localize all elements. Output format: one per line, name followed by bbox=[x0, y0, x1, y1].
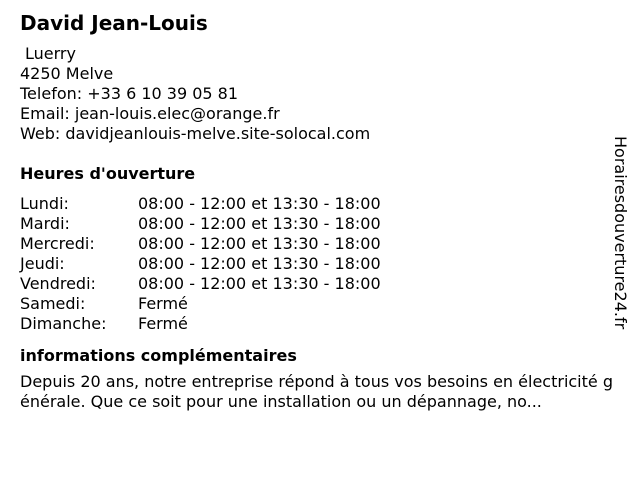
day-label: Mercredi: bbox=[20, 234, 95, 253]
additional-info-text: Depuis 20 ans, notre entreprise répond à tous vos besoins en électricité générale. Que ce soit pour une installation ou un dépannage, no... bbox=[20, 372, 613, 411]
day-label: Lundi: bbox=[20, 194, 69, 213]
additional-info-title: informations complémentaires bbox=[20, 346, 297, 365]
day-label: Samedi: bbox=[20, 294, 86, 313]
day-hours: Fermé bbox=[138, 294, 188, 313]
day-label: Dimanche: bbox=[20, 314, 107, 333]
opening-hours-title: Heures d'ouverture bbox=[20, 164, 196, 183]
email-line: Email: jean-louis.elec@orange.fr bbox=[20, 104, 280, 123]
hours-row-thursday bbox=[20, 254, 620, 274]
site-watermark: Horairesdouverture24.fr bbox=[611, 136, 630, 330]
opening-hours-table bbox=[20, 194, 620, 334]
day-hours: 08:00 - 12:00 et 13:30 - 18:00 bbox=[138, 234, 381, 253]
hours-row-wednesday bbox=[20, 234, 620, 254]
web-line: Web: davidjeanlouis-melve.site-solocal.com bbox=[20, 124, 371, 143]
day-hours: 08:00 - 12:00 et 13:30 - 18:00 bbox=[138, 194, 381, 213]
day-hours: Fermé bbox=[138, 314, 188, 333]
hours-row-monday bbox=[20, 194, 620, 214]
hours-row-saturday bbox=[20, 294, 620, 314]
phone-line: Telefon: +33 6 10 39 05 81 bbox=[20, 84, 239, 103]
day-hours: 08:00 - 12:00 et 13:30 - 18:00 bbox=[138, 274, 381, 293]
day-hours: 08:00 - 12:00 et 13:30 - 18:00 bbox=[138, 254, 381, 273]
hours-row-tuesday bbox=[20, 214, 620, 234]
hours-row-friday bbox=[20, 274, 620, 294]
day-label: Mardi: bbox=[20, 214, 70, 233]
day-label: Vendredi: bbox=[20, 274, 96, 293]
day-hours: 08:00 - 12:00 et 13:30 - 18:00 bbox=[138, 214, 381, 233]
address-city: 4250 Melve bbox=[20, 64, 114, 83]
contact-info bbox=[20, 44, 620, 144]
day-label: Jeudi: bbox=[20, 254, 65, 273]
business-name: David Jean-Louis bbox=[20, 11, 208, 35]
address-street: Luerry bbox=[25, 44, 76, 63]
business-card bbox=[20, 10, 620, 412]
hours-row-sunday bbox=[20, 314, 620, 334]
